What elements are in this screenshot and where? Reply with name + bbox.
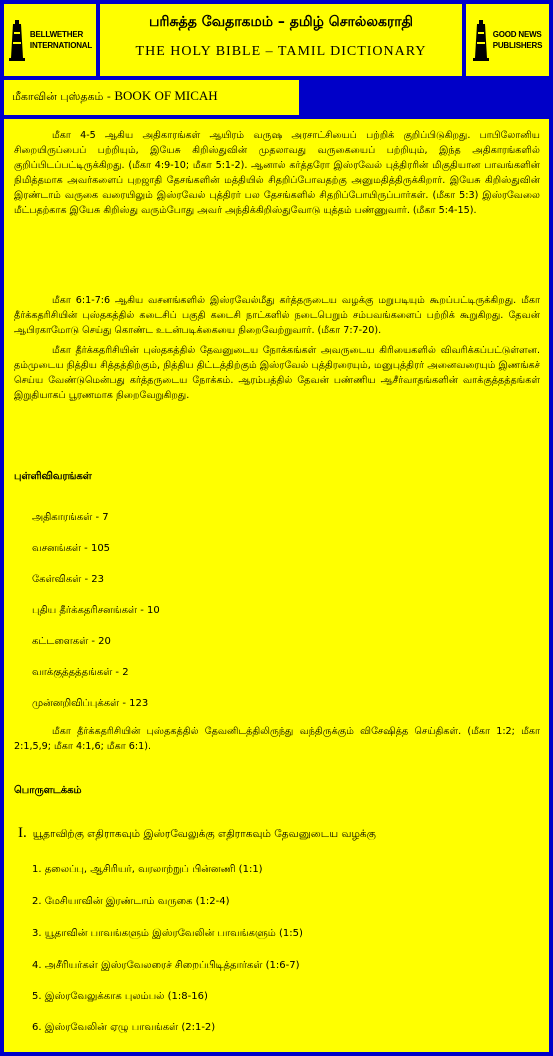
stat-questions: கேள்விகள் - 23	[32, 574, 105, 585]
book-title-english: BOOK OF MICAH	[114, 88, 218, 103]
stat-new-prophecies: புதிய தீர்க்கதரிசனங்கள் - 10	[32, 605, 160, 616]
outline-section-title: யூதாவிற்கு எதிராகவும் இஸ்ரவேலுக்கு எதிராகவும் தேவனுடைய வழக்கு	[32, 828, 376, 840]
outline-item: 1. தலைப்பு, ஆசிரியர், வரலாற்றுப் பின்னணி (1:1)	[32, 864, 263, 875]
stat-chapters: அதிகாரங்கள் - 7	[32, 512, 109, 523]
stat-promises: வாக்குத்தத்தங்கள் - 2	[32, 667, 129, 678]
special-messages-paragraph: மீகா தீர்க்கதரிசியின் புஸ்தகத்தில் தேவனிடத்திலிருந்து வந்திருக்கும் விசேஷித்த செய்திகள். (மீகா 1:2; மீகா 2:1,5,9; மீகா 4:1,6; மீகா 6:1).	[14, 726, 540, 752]
stat-commands: கட்டளைகள் - 20	[32, 636, 111, 647]
logo-line-1: GOOD NEWS	[492, 30, 542, 39]
outline-numeral: I.	[18, 825, 27, 841]
good-news-logo	[466, 4, 549, 76]
content-panel	[4, 119, 549, 1052]
lighthouse-icon	[8, 18, 26, 62]
outline-item: 5. இஸ்ரவேலுக்காக புலம்பல் (1:8-16)	[32, 991, 208, 1002]
title-english: THE HOLY BIBLE – TAMIL DICTIONARY	[135, 44, 427, 59]
title-tamil: பரிசுத்த வேதாகமம் – தமிழ் சொல்லகராதி	[149, 14, 413, 30]
book-title-box	[4, 80, 299, 115]
book-title	[4, 80, 299, 105]
outline-item: 3. யூதாவின் பாவங்களும் இஸ்ரவேலின் பாவங்களும் (1:5)	[32, 928, 303, 939]
title-banner	[100, 4, 462, 76]
logo-line-2: INTERNATIONAL	[29, 41, 93, 50]
outline-item: 4. அசீரியர்கள் இஸ்ரவேலரைச் சிறைப்பிடித்தார்கள் (1:6-7)	[32, 960, 300, 971]
bellwether-logo	[4, 4, 96, 76]
intro-paragraph-2: மீகா 6:1-7:6 ஆகிய வசனங்களில் இஸ்ரவேல்மீது கர்த்தருடைய வழக்கு மறுபடியும் கூறப்பட்டிருக்கிறது. மீகா தீர்க்கதரிசியின் புஸ்தகத்தில் கடைசிப் பகுதி கடைசி நாட்களில் நடைபெறும் சம்பவங்களைப் பற்றிக் கூறுகிறது. தேவன் ஆபிரகாமோடு செய்து கொண்ட உடன்படிக்கையை நிறைவேற்றுவார். (மீகா 7:7-20).	[14, 295, 540, 336]
book-title-separator: -	[103, 90, 115, 103]
lighthouse-icon	[473, 18, 489, 62]
outline-item: 6. இஸ்ரவேலின் ஏழு பாவங்கள் (2:1-2)	[32, 1022, 216, 1033]
outline-item: 2. மேசியாவின் இரண்டாம் வருகை (1:2-4)	[32, 896, 230, 907]
stats-heading: புள்ளிவிவரங்கள்	[14, 471, 92, 482]
outline-heading: பொருளடக்கம்	[14, 785, 82, 796]
logo-line-2: PUBLISHERS	[492, 41, 543, 50]
stat-verses: வசனங்கள் - 105	[32, 543, 111, 554]
intro-paragraph-1: மீகா 4-5 ஆகிய அதிகாரங்கள் ஆயிரம் வருஷ அரசாட்சியைப் பற்றிக் குறிப்பிடுகிறது. பாபிலோனிய சிறையிருப்பைப் பற்றியும், இயேசு கிறிஸ்துவின் முதலாவது வருகையைப் பற்றியும், இந்த அதிகாரங்களில் குறிப்பிடப்பட்டிருக்கிறது. (மீகா 4:9-10; மீகா 5:1-2). ஆனால் கர்த்தரோ இஸ்ரவேல் புத்திரரின் மிகுதியான பாவங்களின் நிமித்தமாக அவர்களைப் புறஜாதி தேசங்களின் மத்தியில் சிதறிப்போவதற்கு அனுமதித்திருக்கிறார். இயேசு கிறிஸ்துவின் இரண்டாம் வருகை வரையிலும் இஸ்ரவேல் புத்திரர் பல தேசங்களில் சிதறிப்போயிருப்பார்கள். (மீகா 5:3) இஸ்ரவேலை மீட்பதற்காக இயேசு கிறிஸ்து வரும்போது அவர் அந்திக்கிறிஸ்துவோடு யுத்தம் பண்ணுவார். (மீகா 5:4-15).	[14, 130, 540, 216]
intro-paragraph-3: மீகா தீர்க்கதரிசியின் புஸ்தகத்தில் தேவனுடைய நோக்கங்கள் அவருடைய கிரியைகளில் விவரிக்கப்பட்டுள்ளன. தம்முடைய நித்திய சித்தத்திற்கும், நித்திய திட்டத்திற்கும் இஸ்ரவேல் புத்திரரையும், மனுபுத்திரர் அனைவரையும் இணங்கச் செய்ய வேண்டுமென்பது கர்த்தருடைய நோக்கம். ஆரம்பத்தில் தேவன் பண்ணிய ஆசீர்வாதங்களின் வாக்குத்தத்தங்கள் இறுதியாகப் பூரணமாக நிறைவேறுகிறது.	[14, 345, 540, 401]
outline-section-1	[18, 825, 376, 842]
stat-predictions: முன்னறிவிப்புக்கள் - 123	[32, 698, 149, 709]
book-title-tamil: மீகாவின் புஸ்தகம்	[12, 90, 104, 103]
logo-line-1: BELLWETHER	[29, 30, 84, 39]
